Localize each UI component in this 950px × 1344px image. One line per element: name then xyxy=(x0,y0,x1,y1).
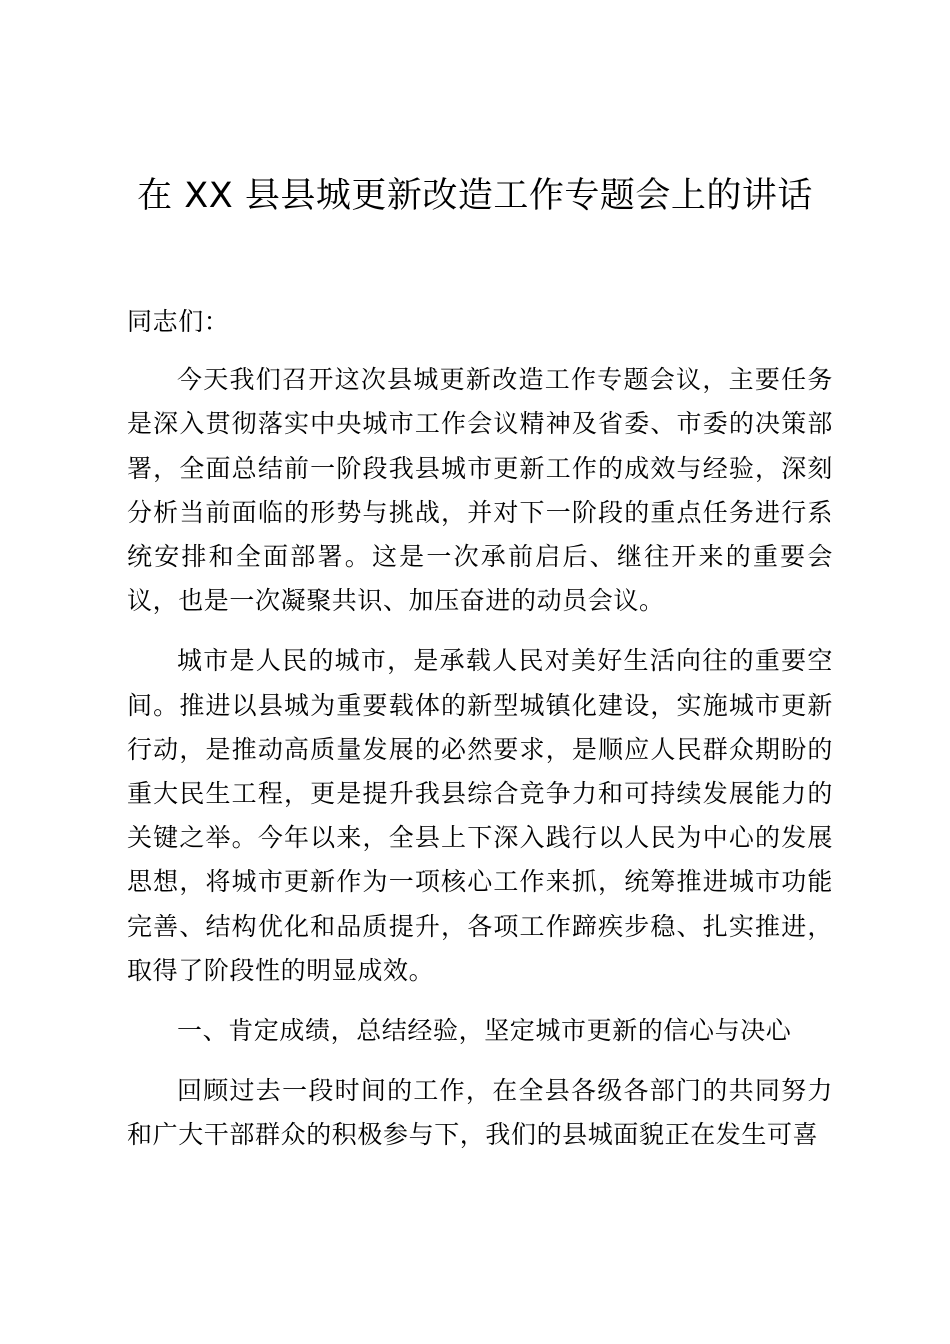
paragraph-city: 城市是人民的城市，是承载人民对美好生活向往的重要空间。推进以县城为重要载体的新型城镇化建设，实施城市更新行动，是推动高质量发展的必然要求，是顺应人民群众期盼的重大民生工程，更是提升我县综合竞争力和可持续发展能力的关键之举。今年以来，全县上下深入践行以人民为中心的发展思想，将城市更新作为一项核心工作来抓，统筹推进城市功能完善、结构优化和品质提升，各项工作蹄疾步稳、扎实推进，取得了阶段性的明显成效。 xyxy=(127,646,833,985)
paragraph-opening: 今天我们召开这次县城更新改造工作专题会议，主要任务是深入贯彻落实中央城市工作会议精神及省委、市委的决策部署，全面总结前一阶段我县城市更新工作的成效与经验，深刻分析当前面临的形势与挑战，并对下一阶段的重点任务进行系统安排和全面部署。这是一次承前启后、继往开来的重要会议，也是一次凝聚共识、加压奋进的动员会议。 xyxy=(127,365,833,616)
salutation: 同志们： xyxy=(127,307,230,336)
document-body xyxy=(127,300,833,1174)
paragraph-review: 回顾过去一段时间的工作，在全县各级各部门的共同努力和广大干部群众的积极参与下，我们的县城面貌正在发生可喜 xyxy=(127,1076,833,1150)
section-heading: 一、肯定成绩，总结经验，坚定城市更新的信心与决心 xyxy=(177,1016,792,1046)
document-title: 在 XX 县县城更新改造工作专题会上的讲话 xyxy=(137,176,813,216)
